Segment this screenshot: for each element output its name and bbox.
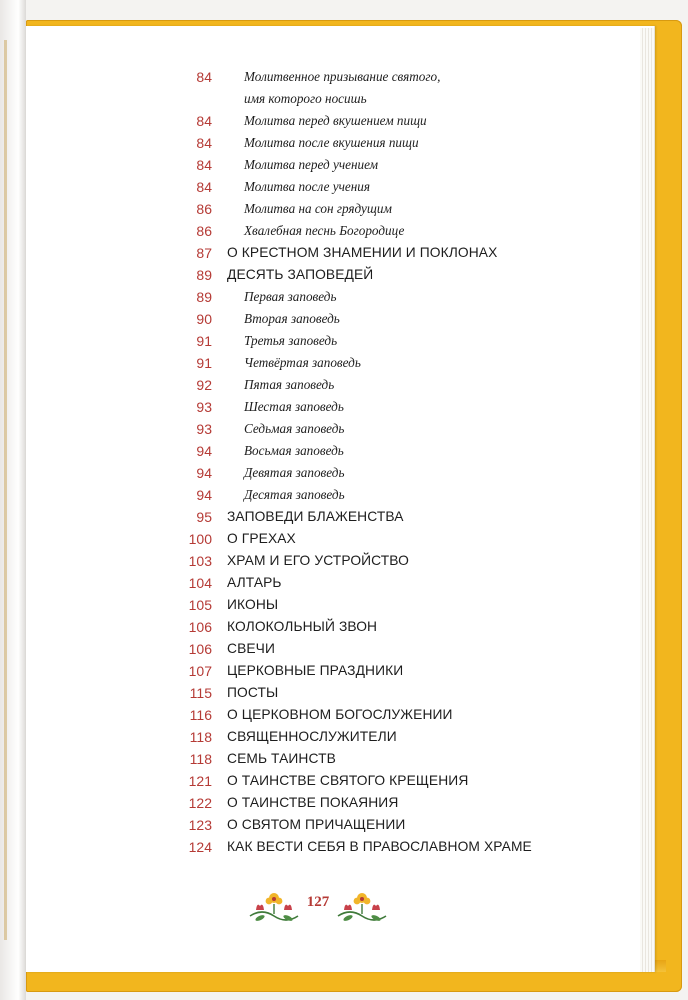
toc-section-title: Пятая заповедь <box>244 377 335 392</box>
toc-entry <box>166 462 606 484</box>
toc-entry <box>166 616 606 638</box>
toc-page-number: 84 <box>196 113 212 129</box>
toc-entry <box>166 264 606 286</box>
toc-chapter-title: О КРЕСТНОМ ЗНАМЕНИИ И ПОКЛОНАХ <box>227 245 498 260</box>
toc-page-number: 104 <box>188 575 212 591</box>
toc-entry <box>166 682 606 704</box>
toc-entry <box>166 330 606 352</box>
toc-page-number: 106 <box>188 641 212 657</box>
toc-entry <box>166 748 606 770</box>
toc-entry <box>166 308 606 330</box>
toc-chapter-title: СВЯЩЕННОСЛУЖИТЕЛИ <box>227 729 397 744</box>
toc-page-number: 94 <box>196 465 212 481</box>
toc-section-title: Молитва перед учением <box>244 157 379 172</box>
toc-section-title: имя которого носишь <box>244 91 367 106</box>
toc-entry <box>166 572 606 594</box>
toc-page-number: 89 <box>196 289 212 305</box>
toc-page-number: 89 <box>196 267 212 283</box>
toc-entry <box>166 484 606 506</box>
toc-entry <box>166 770 606 792</box>
toc-chapter-title: СВЕЧИ <box>227 641 275 656</box>
toc-entry <box>166 440 606 462</box>
toc-page-number: 94 <box>196 443 212 459</box>
toc-entry <box>166 792 606 814</box>
toc-page-number: 118 <box>189 751 212 767</box>
toc-entry <box>166 374 606 396</box>
toc-section-title: Молитва после учения <box>244 179 370 194</box>
toc-page-number: 84 <box>196 157 212 173</box>
toc-page-number: 123 <box>188 817 212 833</box>
toc-section-title: Молитва перед вкушением пищи <box>244 113 427 128</box>
toc-chapter-title: ДЕСЯТЬ ЗАПОВЕДЕЙ <box>227 267 374 282</box>
toc-page-number: 124 <box>188 839 212 855</box>
toc-section-title: Десятая заповедь <box>244 487 345 502</box>
toc-entry <box>166 242 606 264</box>
toc-page-number: 84 <box>196 179 212 195</box>
toc-entry <box>166 352 606 374</box>
toc-page-number: 93 <box>196 421 212 437</box>
toc-entry <box>166 704 606 726</box>
toc-section-title: Вторая заповедь <box>244 311 340 326</box>
toc-chapter-title: ХРАМ И ЕГО УСТРОЙСТВО <box>227 553 409 568</box>
toc-page-number: 86 <box>196 201 212 217</box>
toc-entry <box>166 550 606 572</box>
toc-page-number: 103 <box>188 553 212 569</box>
toc-entry <box>166 506 606 528</box>
toc-page-number: 105 <box>188 597 212 613</box>
toc-page-number: 84 <box>196 135 212 151</box>
toc-page-number: 122 <box>188 795 212 811</box>
toc-page-number: 86 <box>196 223 212 239</box>
toc-entry <box>166 198 606 220</box>
toc-entry <box>166 594 606 616</box>
page-stack-edge <box>640 28 654 972</box>
toc-chapter-title: КАК ВЕСТИ СЕБЯ В ПРАВОСЛАВНОМ ХРАМЕ <box>227 839 532 854</box>
table-of-contents <box>166 66 606 858</box>
page-footer <box>248 886 388 928</box>
toc-page-number: 115 <box>189 685 212 701</box>
toc-entry <box>166 660 606 682</box>
page-number: 127 <box>306 894 330 910</box>
toc-page-number: 91 <box>196 355 212 371</box>
toc-entry <box>166 66 606 88</box>
toc-page-number: 94 <box>196 487 212 503</box>
toc-chapter-title: АЛТАРЬ <box>227 575 282 590</box>
toc-section-title: Третья заповедь <box>244 333 338 348</box>
toc-entry <box>166 638 606 660</box>
toc-chapter-title: КОЛОКОЛЬНЫЙ ЗВОН <box>227 619 378 634</box>
toc-page-number: 93 <box>196 399 212 415</box>
toc-page-number: 121 <box>188 773 212 789</box>
toc-page-number: 118 <box>189 729 212 745</box>
toc-page-number: 91 <box>196 333 212 349</box>
toc-section-title: Молитвенное призывание святого, <box>244 69 441 84</box>
toc-chapter-title: О ТАИНСТВЕ ПОКАЯНИЯ <box>227 795 399 810</box>
toc-section-title: Шестая заповедь <box>244 399 344 414</box>
toc-section-title: Хвалебная песнь Богородице <box>244 223 405 238</box>
toc-chapter-title: ЗАПОВЕДИ БЛАЖЕНСТВА <box>227 509 404 524</box>
toc-chapter-title: О ЦЕРКОВНОМ БОГОСЛУЖЕНИИ <box>227 707 453 722</box>
left-page-edge <box>0 0 26 1000</box>
toc-page-number: 84 <box>196 69 212 85</box>
toc-page-number: 92 <box>196 377 212 393</box>
toc-entry <box>166 396 606 418</box>
toc-entry <box>166 726 606 748</box>
toc-section-title: Восьмая заповедь <box>244 443 344 458</box>
toc-section-title: Первая заповедь <box>244 289 337 304</box>
toc-page-number: 107 <box>188 663 212 679</box>
toc-entry <box>166 176 606 198</box>
toc-page-number: 100 <box>188 531 212 547</box>
toc-section-title: Молитва на сон грядущим <box>244 201 392 216</box>
toc-section-title: Четвёртая заповедь <box>244 355 361 370</box>
toc-entry <box>166 132 606 154</box>
toc-entry <box>166 88 606 110</box>
toc-entry <box>166 528 606 550</box>
toc-chapter-title: О ГРЕХАХ <box>227 531 296 546</box>
toc-chapter-title: ПОСТЫ <box>227 685 279 700</box>
toc-page-number: 90 <box>196 311 212 327</box>
toc-entry <box>166 286 606 308</box>
toc-entry <box>166 154 606 176</box>
toc-chapter-title: ИКОНЫ <box>227 597 279 612</box>
toc-page-number: 116 <box>189 707 212 723</box>
toc-chapter-title: О ТАИНСТВЕ СВЯТОГО КРЕЩЕНИЯ <box>227 773 469 788</box>
toc-page-number: 95 <box>196 509 212 525</box>
toc-entry <box>166 110 606 132</box>
toc-chapter-title: СЕМЬ ТАИНСТВ <box>227 751 336 766</box>
toc-entry <box>166 814 606 836</box>
toc-page-number: 106 <box>188 619 212 635</box>
toc-entry <box>166 836 606 858</box>
toc-entry <box>166 220 606 242</box>
toc-section-title: Седьмая заповедь <box>244 421 345 436</box>
toc-page-number: 87 <box>196 245 212 261</box>
floral-ornament-icon <box>336 886 388 928</box>
toc-chapter-title: ЦЕРКОВНЫЕ ПРАЗДНИКИ <box>227 663 404 678</box>
toc-section-title: Молитва после вкушения пищи <box>244 135 419 150</box>
toc-chapter-title: О СВЯТОМ ПРИЧАЩЕНИИ <box>227 817 406 832</box>
toc-section-title: Девятая заповедь <box>244 465 345 480</box>
toc-entry <box>166 418 606 440</box>
floral-ornament-icon <box>248 886 300 928</box>
